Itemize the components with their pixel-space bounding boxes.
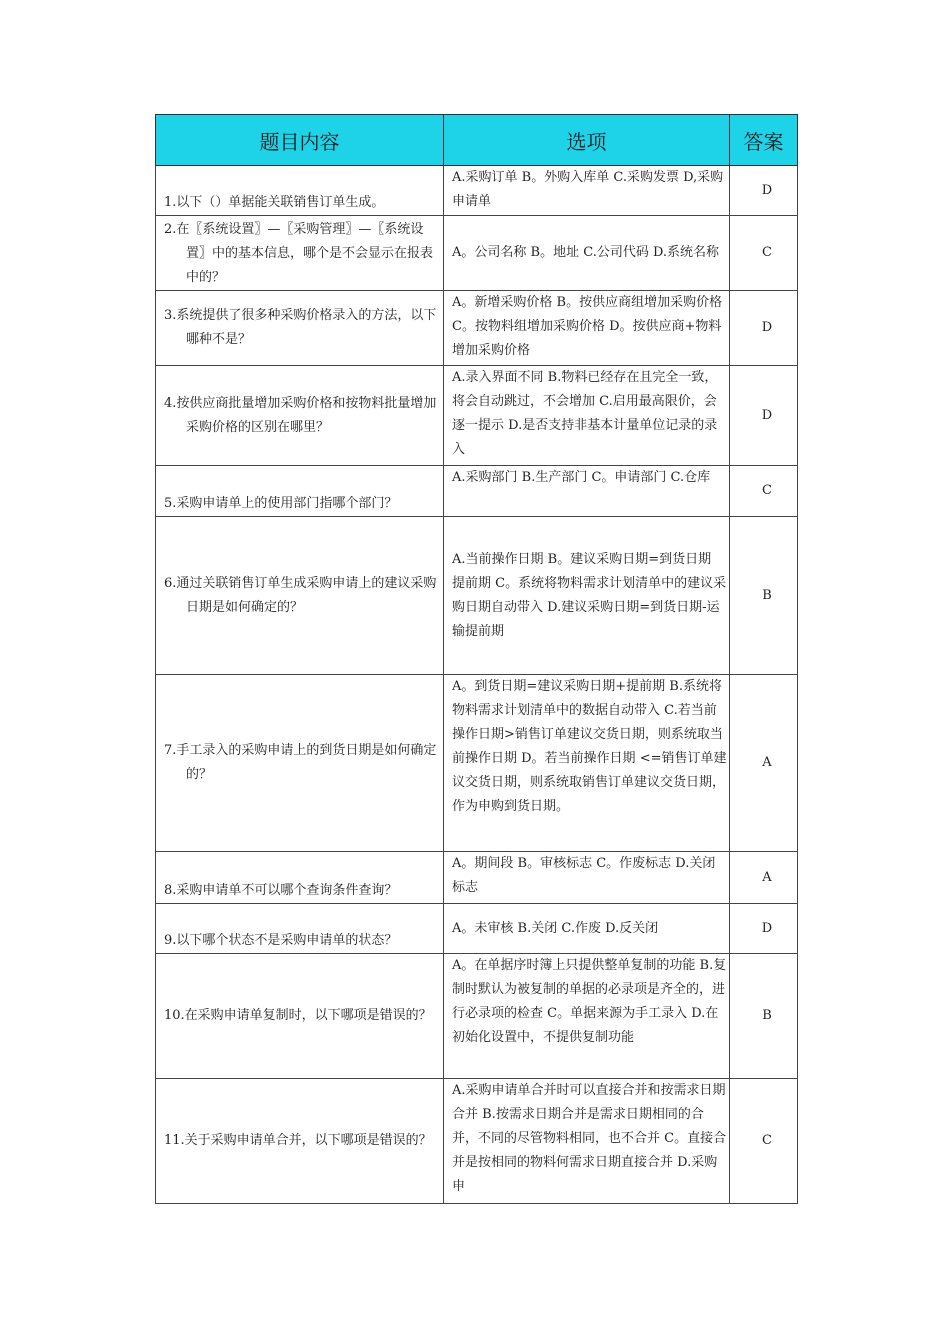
answer-cell: D (730, 166, 798, 216)
question-text: 2.在〖系统设置〗—〖采购管理〗—〖系统设置〗中的基本信息，哪个是不会显示在报表中的？ (164, 222, 434, 285)
question-cell (156, 954, 444, 1079)
question-cell (156, 366, 444, 466)
options-cell (444, 1079, 730, 1204)
options-text: A.录入界面不同 B.物料已经存在且完全一致，将会自动跳过，不会增加 C.启用最高限价，会逐一提示 D.是否支持非基本计量单位记录的录入 (452, 370, 718, 457)
answer-cell: D (730, 904, 798, 954)
question-cell (156, 904, 444, 954)
table-row (156, 216, 798, 291)
question-text: 3.系统提供了很多种采购价格录入的方法，以下哪种不是？ (164, 308, 437, 347)
options-text: A.当前操作日期 B。建议采购日期=到货日期 提前期 C。系统将物料需求计划清单中的建议采购日期自动带入 D.建议采购日期=到货日期-运输提前期 (452, 551, 727, 639)
question-text: 6.通过关联销售订单生成采购申请上的建议采购日期是如何确定的？ (164, 575, 437, 615)
answer-cell: A (730, 675, 798, 852)
options-text: A。未审核 B.关闭 C.作废 D.反关闭 (452, 920, 659, 936)
options-cell (444, 517, 730, 675)
table-row (156, 517, 798, 675)
question-cell (156, 517, 444, 675)
options-cell (444, 291, 730, 366)
options-text: A。在单据序时簿上只提供整单复制的功能 B.复制时默认为被复制的单据的必录项是齐全的，进行必录项的检查 C。单据来源为手工录入 D.在初始化设置中，不提供复制功能 (452, 958, 727, 1045)
answer-cell: A (730, 852, 798, 904)
answer-cell: D (730, 366, 798, 466)
answer-cell: C (730, 216, 798, 291)
question-text: 8.采购申请单不可以哪个查询条件查询？ (164, 883, 398, 898)
header-question: 题目内容 (156, 115, 444, 166)
options-text: A。新增采购价格 B。按供应商组增加采购价格 C。按物料组增加采购价格 D。按供应商+物料增加采购价格 (452, 295, 723, 358)
table-row (156, 904, 798, 954)
table-header-row (156, 115, 798, 166)
options-cell (444, 675, 730, 852)
options-cell (444, 466, 730, 517)
question-cell (156, 291, 444, 366)
options-text: A。期间段 B。审核标志 C。作废标志 D.关闭标志 (452, 856, 716, 895)
answer-cell: C (730, 1079, 798, 1204)
answer-cell: B (730, 517, 798, 675)
question-text: 9.以下哪个状态不是采购申请单的状态？ (164, 933, 398, 948)
question-cell (156, 675, 444, 852)
options-text: A.采购部门 B.生产部门 C。申请部门 C.仓库 (452, 470, 711, 485)
options-cell (444, 216, 730, 291)
options-text: A。公司名称 B。地址 C.公司代码 D.系统名称 (452, 245, 720, 260)
table-row (156, 1079, 798, 1204)
options-cell (444, 954, 730, 1079)
question-text: 1.以下（）单据能关联销售订单生成。 (164, 195, 385, 210)
options-text: A.采购申请单合并时可以直接合并和按需求日期合并 B.按需求日期合并是需求日期相同的合并，不同的尽管物料相同，也不合并 C。直接合并是按相同的物料何需求日期直接合并 D.采购申 (452, 1083, 727, 1194)
table-row (156, 166, 798, 216)
table-row (156, 466, 798, 517)
options-cell (444, 166, 730, 216)
answer-cell: C (730, 466, 798, 517)
quiz-table (155, 114, 798, 1204)
options-cell (444, 366, 730, 466)
question-text: 7.手工录入的采购申请上的到货日期是如何确定的？ (164, 743, 437, 782)
question-text: 10.在采购申请单复制时，以下哪项是错误的？ (164, 1008, 432, 1023)
question-cell (156, 466, 444, 517)
table-row (156, 675, 798, 852)
table-row (156, 852, 798, 904)
question-text: 5.采购申请单上的使用部门指哪个部门？ (164, 496, 398, 511)
options-cell (444, 852, 730, 904)
question-cell (156, 852, 444, 904)
header-answer: 答案 (730, 115, 798, 166)
table-row (156, 291, 798, 366)
options-text: A。到货日期=建议采购日期+提前期 B.系统将物料需求计划清单中的数据自动带入 C.若当前操作日期>销售订单建议交货日期，则系统取当前操作日期 D。若当前操作日期 <=销售订单建议交货日期，则系统取销售订单建议交货日期，作为申购到货日期。 (452, 679, 727, 814)
options-cell (444, 904, 730, 954)
table-row (156, 954, 798, 1079)
answer-cell: B (730, 954, 798, 1079)
answer-cell: D (730, 291, 798, 366)
header-options: 选项 (444, 115, 730, 166)
question-text: 11.关于采购申请单合并，以下哪项是错误的？ (164, 1133, 432, 1148)
question-cell (156, 166, 444, 216)
question-cell (156, 1079, 444, 1204)
question-text: 4.按供应商批量增加采购价格和按物料批量增加采购价格的区别在哪里？ (164, 395, 437, 435)
table-row (156, 366, 798, 466)
question-cell (156, 216, 444, 291)
options-text: A.采购订单 B。外购入库单 C.采购发票 D,采购申请单 (452, 170, 724, 209)
